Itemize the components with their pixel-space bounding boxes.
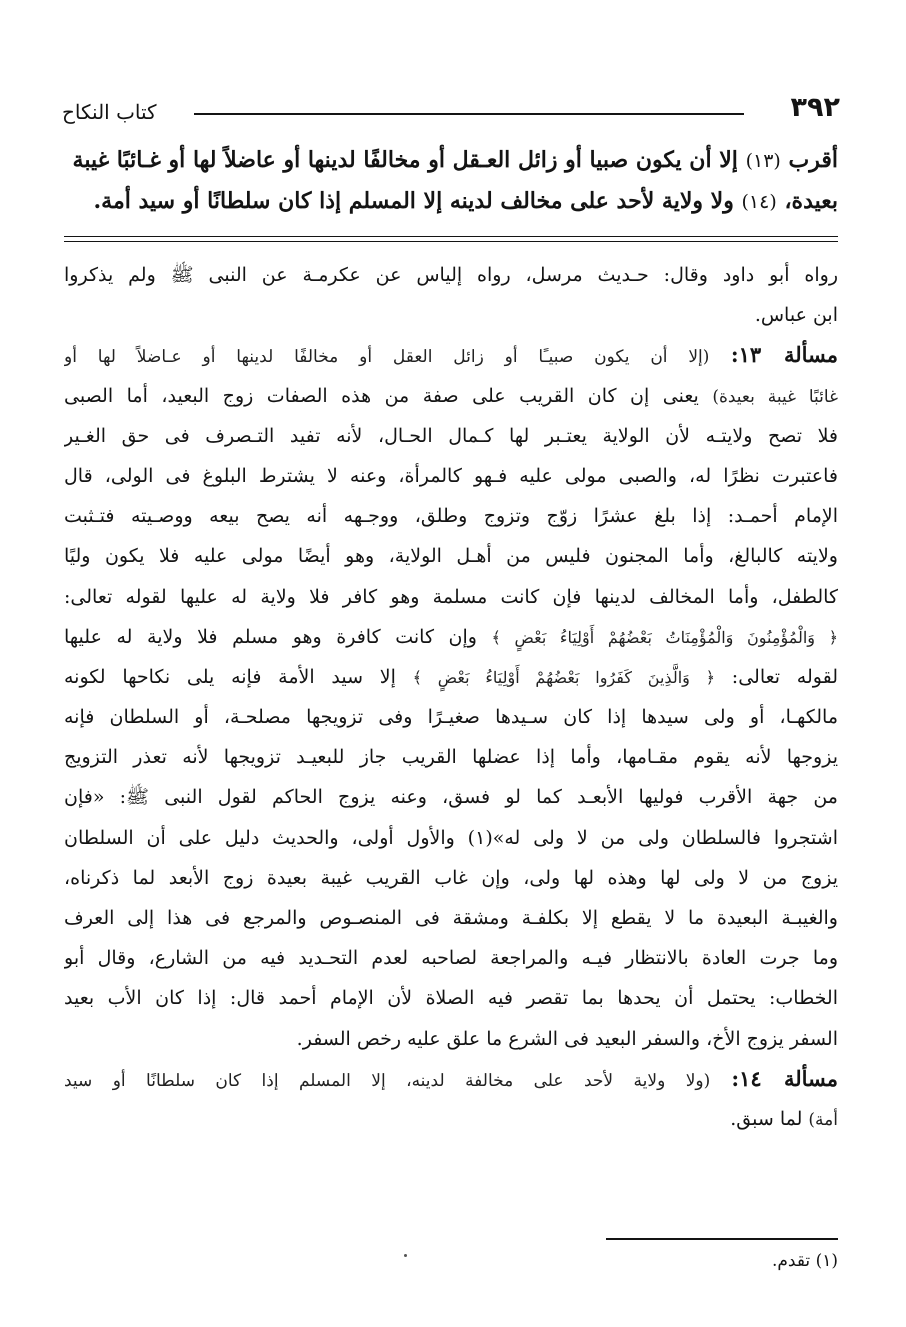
masala-13-label: مسألة ١٣:	[730, 342, 838, 368]
commentary-line: فاعتبرت نظرًا له، والصبى مولى عليه فـهو كالمرأة، وعنه لا يشترط البلوغ فى الولى، قال	[64, 464, 838, 487]
matn-line	[64, 140, 838, 181]
commentary-line: وما جرت العادة بالانتظار فيـه والمراجعة لصاحبه لعدم التحـديد فيه من الشارع، وقال أبو	[64, 947, 838, 970]
matn-quote: أمة)	[808, 1109, 838, 1130]
commentary-line: فلا تصح ولايتـه لأن الولاية يعتـبر لها كـمال الحـال، لأنه تفيد التـصرف فى حق الغـير	[64, 424, 838, 447]
commentary-line	[64, 617, 838, 657]
commentary-line	[64, 1099, 838, 1139]
commentary-line: ولايته كالبالغ، وأما المجنون فليس من أهـل الولاية، وهو أيضًا مولى عليه فلا يكون وليًا	[64, 545, 838, 568]
commentary-block	[64, 255, 838, 1139]
commentary-line: يزوجها لأنه يقوم مقـامها، وأما إذا عضلها القريب جاز للبعيـد تزويجها لأنه تعذر التزويج	[64, 746, 838, 769]
commentary-line	[64, 1059, 838, 1099]
matn-separator-rule	[64, 236, 838, 242]
commentary-line: السفر يزوج الأخ، والسفر البعيد فى الشرع ما علق عليه رخص السفر.	[296, 1027, 838, 1050]
print-speck	[404, 1254, 407, 1257]
matn-text: إلا أن يكون صبيا أو زائل العـقل أو مخالفًا لدينها أو عاضلاً لها أو غـائبًا غيبة	[72, 147, 738, 173]
matn-text: ولا ولاية لأحد على مخالف لدينه إلا المسلم إذا كان سلطانًا أو سيد أمة.	[93, 188, 734, 214]
commentary-line: مالكهـا، أو ولى سيدها إذا كان سـيدها صغيـرًا وفى تزويجها مصلحـة، أو السلطان فإنه	[64, 706, 838, 729]
matn-line	[64, 181, 838, 222]
running-header	[62, 92, 840, 132]
page-number: ٣٩٢	[790, 92, 840, 123]
matn-quote: غائبًا غيبة بعيدة)	[712, 386, 838, 407]
commentary-line: كالطفل، وأما المخالف لدينها فإن كانت مسلمة وهو كافر فلا ولاية له عليها لقوله تعالى:	[64, 585, 838, 608]
commentary-text: لقوله تعالى:	[731, 665, 838, 688]
quran-verse: ﴿ وَالَّذِينَ كَفَرُوا بَعْضُهُمْ أَوْلِيَاءُ بَعْضٍ ﴾	[412, 667, 716, 687]
footnote: (١) تقدم.	[771, 1251, 838, 1271]
masala-ref-13: (١٣)	[745, 150, 781, 172]
matn-text: بعيدة،	[784, 188, 838, 214]
commentary-text: وإن كانت كافرة وهو مسلم فلا ولاية له عليها	[64, 625, 477, 648]
matn-quote: (إلا أن يكون صبيـًا أو زائل العقل أو مخالفًا لدينها أو عـاضلاً لها أو	[64, 347, 710, 368]
commentary-line: ابن عباس.	[754, 304, 838, 327]
commentary-line: رواه أبو داود وقال: حـديث مرسل، رواه إلياس عن عكرمـة عن النبى ﷺ ولم يذكروا	[64, 264, 838, 286]
commentary-line	[64, 335, 838, 375]
commentary-line: الخطاب: يحتمل أن يحدها بما تقصر فيه الصلاة لأن الإمام أحمد قال: إذا كان الأب بعيد	[64, 987, 838, 1010]
commentary-text: إلا سيد الأمة فإنه يلى نكاحها لكونه	[64, 665, 396, 688]
commentary-line: والغيبـة البعيدة ما لا يقطع إلا بكلفـة ومشقة فى المنصـوص والمرجع فى هذا إلى العرف	[64, 907, 838, 929]
masala-ref-14: (١٤)	[741, 191, 777, 213]
matn-block	[64, 140, 838, 222]
header-rule	[194, 113, 744, 115]
footnote-rule	[606, 1238, 838, 1240]
masala-14-label: مسألة ١٤:	[731, 1065, 838, 1091]
matn-text: أقرب	[788, 147, 838, 173]
commentary-line: اشتجروا فالسلطان ولى من لا ولى له»(١) والأول أولى، والحديث دليل على أن السلطان	[64, 826, 838, 849]
matn-quote: (ولا ولاية لأحد على مخالفة لدينه، إلا المسلم إذا كان سلطانًا أو سيد	[64, 1070, 711, 1091]
commentary-line: من جهة الأقرب فوليها الأبعـد كما لو فسق، وعنه يزوج الحاكم لقول النبى ﷺ: «فإن	[64, 786, 838, 809]
commentary-text: يعنى إن كان القريب على صفة من هذه الصفات زوج البعيد، أما الصبى	[64, 384, 699, 407]
commentary-line: يزوج من لا ولى لها وهذه لها ولى، وإن غاب القريب غيبة بعيدة زوج الأبعد لما ذكرناه،	[64, 866, 838, 889]
book-title: كتاب النكاح	[62, 100, 157, 124]
commentary-line	[64, 657, 838, 697]
commentary-text: لما سبق.	[730, 1107, 803, 1130]
commentary-line	[64, 376, 838, 416]
quran-verse: ﴿ وَالْمُؤْمِنُونَ وَالْمُؤْمِنَاتُ بَعْضُهُمْ أَوْلِيَاءُ بَعْضٍ ﴾	[491, 627, 838, 647]
commentary-line: الإمام أحمـد: إذا بلغ عشرًا زوّج وتزوج وطلق، ووجـهه أنه يصح بيعه ووصـيته فتـثبت	[64, 505, 838, 528]
